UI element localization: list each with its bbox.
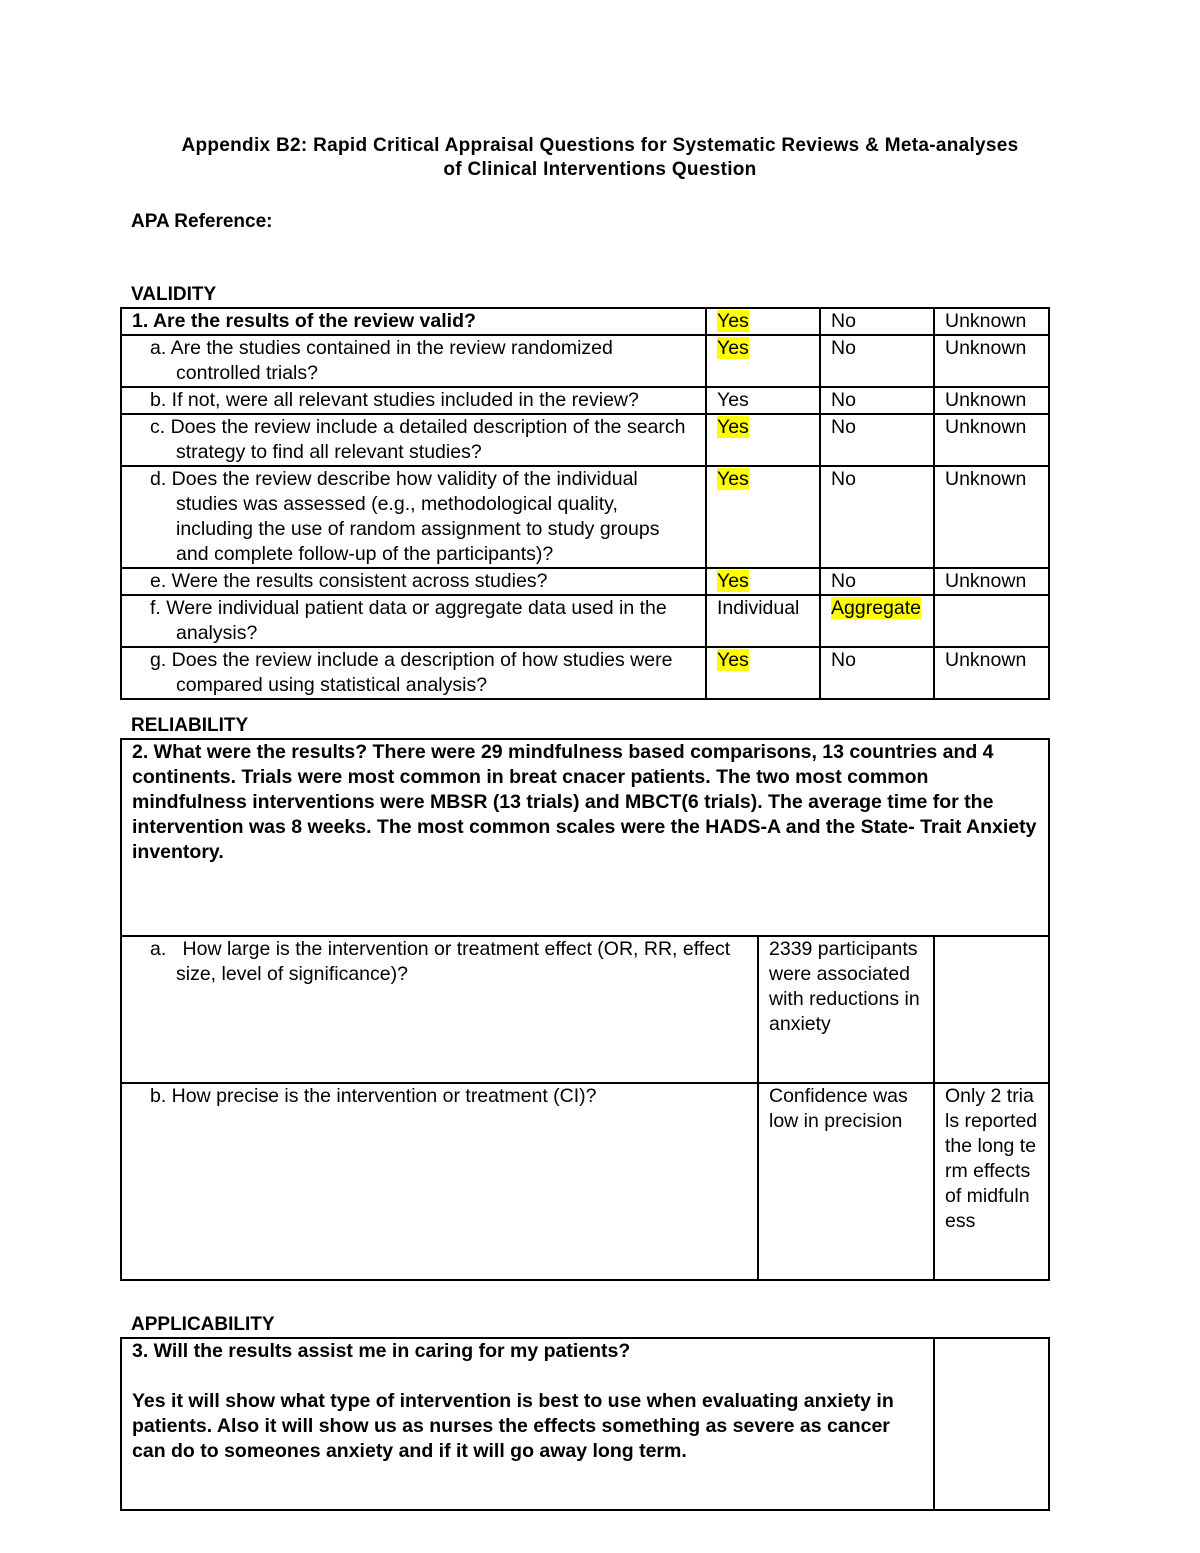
validity-answer-c2: No	[820, 647, 934, 699]
validity-row	[121, 595, 1049, 647]
effect-size-row	[121, 936, 1049, 1083]
validity-answer-c1: Yes	[706, 335, 820, 387]
validity-answer-c2: No	[820, 568, 934, 595]
validity-answer-c3	[934, 595, 1049, 647]
effect-size-answer: 2339 participants were associated with reductions in anxiety	[758, 936, 934, 1083]
effect-size-question: a. How large is the intervention or treatment effect (OR, RR, effect size, level of significance)?	[121, 936, 758, 1083]
validity-row	[121, 647, 1049, 699]
validity-question: g. Does the review include a description of how studies were compared using statistical analysis?	[121, 647, 706, 699]
precision-answer: Confidence was low in precision	[758, 1083, 934, 1280]
validity-question: d. Does the review describe how validity of the individual studies was assessed (e.g., methodological quality, including the use of random assignment to study groups and complete follow-up of the participants)?	[121, 466, 706, 568]
results-text: 2. What were the results? There were 29 mindfulness based comparisons, 13 countries and 4 continents. Trials were most common in breat cnacer patients. The two most common mindfulness interventions were MBSR (13 trials) and MBCT(6 trials). The average time for the intervention was 8 weeks. The most common scales were the HADS-A and the State- Trait Anxiety inventory.	[121, 739, 1049, 936]
validity-answer-c3: Unknown	[934, 308, 1049, 335]
applicability-heading: APPLICABILITY	[131, 1314, 275, 1335]
validity-answer-c2: No	[820, 466, 934, 568]
validity-question: 1. Are the results of the review valid?	[121, 308, 706, 335]
validity-answer-c1: Yes	[706, 647, 820, 699]
apa-reference-label: APA Reference:	[131, 211, 273, 232]
results-row	[121, 739, 1049, 936]
validity-row	[121, 335, 1049, 387]
reliability-heading: RELIABILITY	[131, 715, 249, 736]
validity-answer-c2: No	[820, 308, 934, 335]
effect-size-note	[934, 936, 1049, 1083]
validity-row	[121, 387, 1049, 414]
validity-answer-c1: Yes	[706, 568, 820, 595]
validity-question: f. Were individual patient data or aggregate data used in the analysis?	[121, 595, 706, 647]
precision-question: b. How precise is the intervention or treatment (CI)?	[121, 1083, 758, 1280]
validity-row	[121, 568, 1049, 595]
validity-answer-c3: Unknown	[934, 647, 1049, 699]
validity-heading: VALIDITY	[131, 284, 217, 305]
applicability-table	[120, 1337, 1050, 1511]
validity-answer-c1: Yes	[706, 414, 820, 466]
validity-answer-c2: Aggregate	[820, 595, 934, 647]
applicability-row	[121, 1338, 1049, 1510]
applicability-cell	[121, 1338, 934, 1510]
applicability-side-cell	[934, 1338, 1049, 1510]
validity-question: c. Does the review include a detailed description of the search strategy to find all relevant studies?	[121, 414, 706, 466]
validity-answer-c3: Unknown	[934, 414, 1049, 466]
validity-row	[121, 414, 1049, 466]
validity-question: b. If not, were all relevant studies included in the review?	[121, 387, 706, 414]
title-line-1: Appendix B2: Rapid Critical Appraisal Questions for Systematic Reviews & Meta-analyses	[181, 135, 1019, 156]
validity-question: e. Were the results consistent across studies?	[121, 568, 706, 595]
validity-answer-c1: Yes	[706, 308, 820, 335]
title-line-2: of Clinical Interventions Question	[443, 159, 757, 180]
validity-answer-c3: Unknown	[934, 335, 1049, 387]
validity-answer-c2: No	[820, 414, 934, 466]
reliability-table	[120, 738, 1050, 1281]
validity-row	[121, 466, 1049, 568]
precision-note: Only 2 trials reported the long term effects of midfulness	[934, 1083, 1049, 1280]
validity-answer-c1: Yes	[706, 466, 820, 568]
applicability-question: 3. Will the results assist me in caring for my patients?	[132, 1340, 631, 1362]
validity-answer-c3: Unknown	[934, 466, 1049, 568]
validity-answer-c1: Individual	[706, 595, 820, 647]
validity-answer-c3: Unknown	[934, 387, 1049, 414]
page-title	[100, 134, 1100, 182]
applicability-answer: Yes it will show what type of intervention is best to use when evaluating anxiety in patients. Also it will show us as nurses the effects something as severe as cancer can do to someones anxiety and if it will go away long term.	[132, 1390, 894, 1462]
validity-question: a. Are the studies contained in the review randomized controlled trials?	[121, 335, 706, 387]
validity-answer-c2: No	[820, 387, 934, 414]
validity-table	[120, 307, 1050, 700]
validity-answer-c3: Unknown	[934, 568, 1049, 595]
validity-row	[121, 308, 1049, 335]
validity-answer-c1: Yes	[706, 387, 820, 414]
validity-answer-c2: No	[820, 335, 934, 387]
precision-row	[121, 1083, 1049, 1280]
